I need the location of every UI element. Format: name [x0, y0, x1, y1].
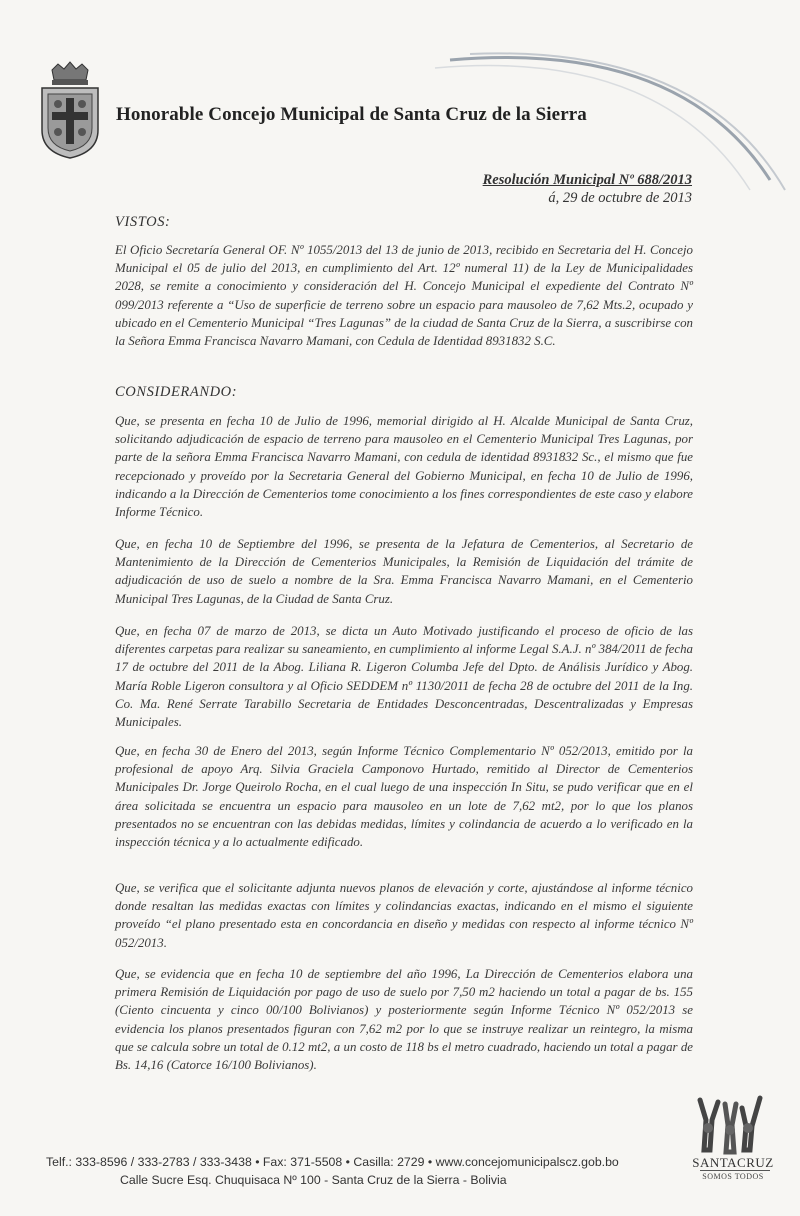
- considerando-paragraph-5: Que, se verifica que el solicitante adjunta nuevos planos de elevación y corte, ajustándose al informe técnico donde resaltan las medidas exactas con límites y colindancias exactas, indicando en el mismo el siguiente proveído “el plano presentado esta en concordancia en diseño y medidas con respecto al informe técnico Nº 052/2013.: [115, 881, 693, 950]
- logo-text-sub: SOMOS TODOS: [702, 1172, 764, 1181]
- resolution-date: á, 29 de octubre de 2013: [548, 190, 692, 206]
- logo-text-main: SANTACRUZ: [692, 1155, 774, 1170]
- footer-address: Calle Sucre Esq. Chuquisaca Nº 100 - Santa Cruz de la Sierra - Bolivia: [120, 1173, 507, 1187]
- considerando-paragraph-2: Que, en fecha 10 de Septiembre del 1996, se presenta de la Jefatura de Cementerios, al Secretario de Mantenimiento de la Dirección de Cementerios Municipales, la Remisión de Liquidación del trámite de adjudicación de uso de suelo a nombre de la Sra. Emma Francisca Navarro Mamani, en el Cementerio Municipal Tres Lagunas, de la Ciudad de Santa Cruz.: [115, 537, 693, 606]
- resolution-number: Resolución Municipal Nº 688/2013: [482, 172, 692, 188]
- footer-contact: Telf.: 333-8596 / 333-2783 / 333-3438 • Fax: 371-5508 • Casilla: 2729 • www.concejomunicipalscz.gob.bo: [46, 1155, 619, 1169]
- vistos-heading: VISTOS:: [115, 214, 171, 230]
- organization-title: Honorable Concejo Municipal de Santa Cruz de la Sierra: [116, 104, 587, 125]
- coat-of-arms-icon: [38, 60, 102, 160]
- resolution-block: [483, 171, 692, 207]
- logo-divider: [700, 1170, 770, 1171]
- considerando-paragraph-1: Que, se presenta en fecha 10 de Julio de 1996, memorial dirigido al H. Alcalde Municipal de Santa Cruz, solicitando adjudicación de espacio de terreno para mausoleo en el Cementerio Municipal Tres Lagunas, por parte de la señora Emma Francisca Navarro Mamani, con cedula de identidad 8931832 Sc., el mismo que fue recepcionado y proveído por la Secretaria General del Gobierno Municipal, en fecha 10 de Julio de 1996, indicando a la Dirección de Cementerios tome conocimiento a los fines correspondientes de este caso y elabore Informe Técnico.: [115, 414, 693, 520]
- considerando-paragraph-3: Que, en fecha 07 de marzo de 2013, se dicta un Auto Motivado justificando el proceso de oficio de las diferentes carpetas para realizar su saneamiento, en cumplimiento al informe Legal S.A.J. nº 384/2011 de fecha 17 de octubre del 2011 de la Abog. Liliana R. Ligeron Columba Jefe del Dpto. de Análisis Jurídico y Abog. María Roble Ligeron consultora y al Oficio SEDDEM nº 1130/2011 de fecha 28 de octubre del 2011 de la Ing. Co. Ma. René Serrate Tarabillo Secretaria de Entidades Desconcentradas, Descentralizadas y Empresas Municipales.: [115, 624, 693, 730]
- considerando-paragraph-6: Que, se evidencia que en fecha 10 de septiembre del año 1996, La Dirección de Cementerios elabora una primera Remisión de Liquidación por pago de uso de suelo por 7,50 m2 haciendo un total a pagar de bs. 155 (Ciento cincuenta y cinco 00/100 Bolivianos) y posteriormente según Informe Técnico Nº 052/2013 se evidencia los planos presentados figuran con 7,62 m2 por lo que se instruye realizar un reintegro, la misma que se calcula sobre un total de 0.12 mt2, a un costo de 118 bs el metro cuadrado, haciendo un total a pagar de Bs. 14,16 (Catorce 16/100 Bolivianos).: [115, 967, 693, 1073]
- considerando-heading: CONSIDERANDO:: [115, 384, 238, 400]
- considerando-paragraph-4: Que, en fecha 30 de Enero del 2013, según Informe Técnico Complementario Nº 052/2013, emitido por la profesional de apoyo Arq. Silvia Graciela Camponovo Hurtado, remitido al Director de Cementerios Municipales Dr. Jorge Queirolo Rocha, en el cual luego de una inspección In Situ, se pudo verificar que en el área solicitada se encuentra un espacio para mausoleo en un lote de 7,62 mt2, por lo que los planos presentados no se encuentran con las debidas medidas, límites y colindancia de acuerdo a lo verificado en la inspección técnica y a lo actualmente edificado.: [115, 744, 693, 850]
- vistos-paragraph: El Oficio Secretaría General OF. Nº 1055/2013 del 13 de junio de 2013, recibido en Secretaria del H. Concejo Municipal el 05 de julio del 2013, en cumplimiento del Art. 12º numeral 11) de la Ley de Municipalidades 2028, se remite a conocimiento y consideración del H. Concejo Municipal el expediente del Contrato Nº 099/2013 referente a “Uso de superficie de terreno sobre un espacio para mausoleo de 7,62 Mts.2, ocupado y ubicado en el Cementerio Municipal “Tres Lagunas” de la ciudad de Santa Cruz de la Sierra, a suscribirse con la Señora Emma Francisca Navarro Mamani, con Cedula de Identidad 8931832 S.C.: [115, 243, 693, 349]
